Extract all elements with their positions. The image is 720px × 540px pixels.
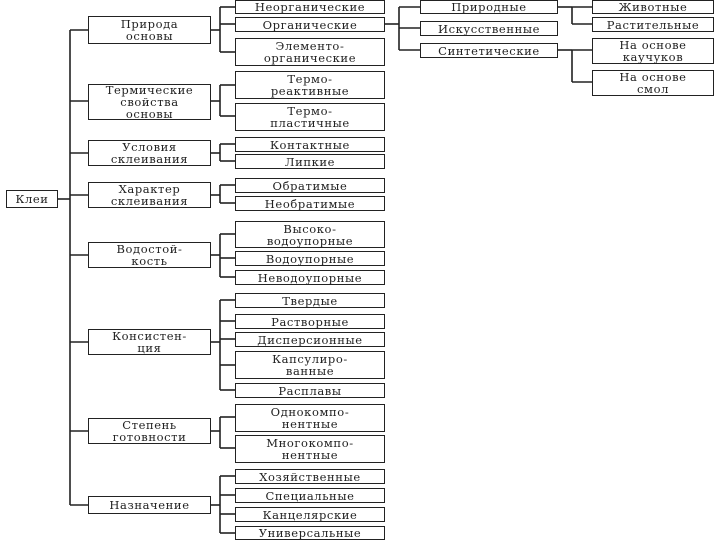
group-character: Характер склеивания xyxy=(88,182,211,208)
node-organic: Органические xyxy=(235,17,385,32)
group-water: Водостой- кость xyxy=(88,242,211,268)
node-dispersion: Дисперсионные xyxy=(235,332,385,347)
group-thermal: Термические свойства основы xyxy=(88,84,211,120)
node-encapsulated: Капсулиро- ванные xyxy=(235,351,385,379)
node-reversible: Обратимые xyxy=(235,178,385,193)
node-waterproof: Водоупорные xyxy=(235,251,385,266)
node-contact: Контактные xyxy=(235,137,385,152)
node-artificial: Искусственные xyxy=(420,21,558,36)
group-conditions: Условия склеивания xyxy=(88,140,211,166)
node-plant: Растительные xyxy=(592,17,714,32)
node-solid: Твердые xyxy=(235,293,385,308)
node-melts: Расплавы xyxy=(235,383,385,398)
group-consistency: Консистен- ция xyxy=(88,329,211,355)
node-office: Канцелярские xyxy=(235,507,385,522)
node-thermoplastic: Термо- пластичные xyxy=(235,103,385,131)
node-thermoset: Термо- реактивные xyxy=(235,71,385,99)
group-purpose: Назначение xyxy=(88,496,211,514)
node-household: Хозяйственные xyxy=(235,469,385,484)
node-special: Специальные xyxy=(235,488,385,503)
root-node: Клеи xyxy=(6,190,58,208)
node-universal: Универсальные xyxy=(235,526,385,540)
node-multi-component: Многокомпо- нентные xyxy=(235,435,385,463)
node-rubber: На основе каучуков xyxy=(592,38,714,64)
group-readiness: Степень готовности xyxy=(88,418,211,444)
node-solution: Растворные xyxy=(235,314,385,329)
node-inorganic: Неорганические xyxy=(235,0,385,14)
node-natural: Природные xyxy=(420,0,558,14)
node-resin: На основе смол xyxy=(592,70,714,96)
node-single-component: Однокомпо- нентные xyxy=(235,404,385,432)
node-high-waterproof: Высоко- водоупорные xyxy=(235,221,385,248)
node-synthetic: Синтетические xyxy=(420,43,558,58)
node-animal: Животные xyxy=(592,0,714,14)
group-nature: Природа основы xyxy=(88,16,211,44)
node-sticky: Липкие xyxy=(235,154,385,169)
node-elementorganic: Элементо- органические xyxy=(235,38,385,66)
node-irreversible: Необратимые xyxy=(235,196,385,211)
node-non-waterproof: Неводоупорные xyxy=(235,270,385,285)
